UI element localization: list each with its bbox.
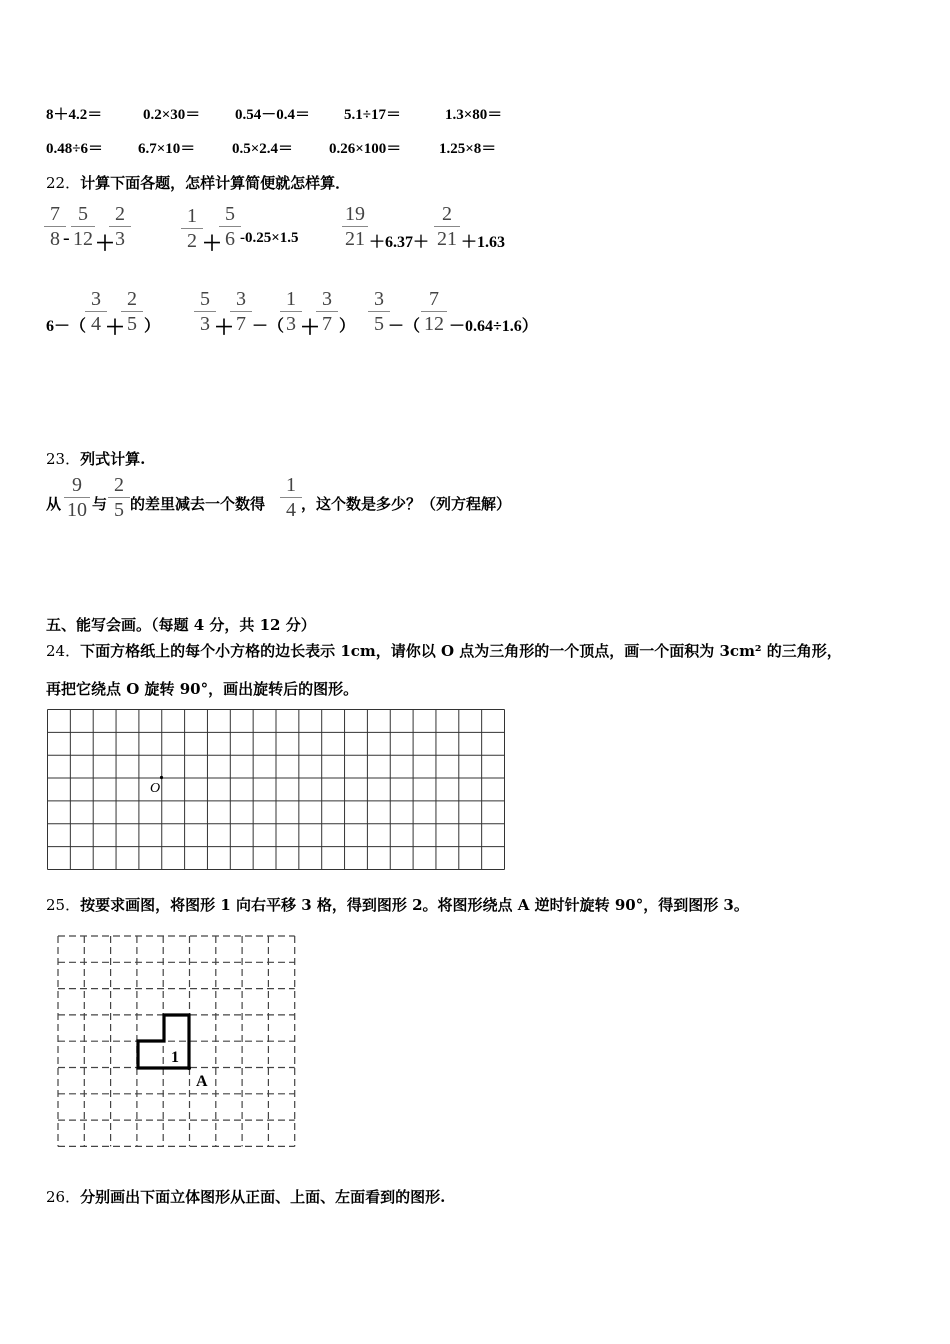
question-number: 26．: [46, 1188, 81, 1206]
fraction: 2 3: [109, 203, 131, 250]
operator: ＋: [300, 317, 320, 339]
point-o: [160, 776, 163, 779]
question-22-title: [46, 172, 350, 193]
question-text: 计算下面各题，怎样计算简便就怎样算．: [80, 174, 351, 192]
question-24-line-1: [46, 640, 842, 661]
oral-item: 0.48÷6＝: [46, 141, 103, 157]
fraction: 1 2: [181, 205, 203, 252]
question-text: 下面方格纸上的每个小方格的边长表示 1cm，请你以 O 点为三角形的一个顶点，画一个面积为 3cm² 的三角形，: [80, 642, 842, 660]
square-grid: [46, 708, 506, 873]
expression-lead: 6－（: [46, 318, 87, 335]
oral-item: 1.3×80＝: [445, 107, 503, 123]
fraction: 19 21: [342, 203, 368, 250]
point-a-label: A: [196, 1073, 208, 1090]
question-text: 按要求画图，将图形 1 向右平移 3 格，得到图形 2。将图形绕点 A 逆时针旋转 90°，得到图形 3。: [80, 896, 749, 914]
fraction: 5 3: [194, 288, 216, 335]
fraction: 3 5: [368, 288, 390, 335]
oral-item: 0.54－0.4＝: [235, 107, 311, 123]
expression-tail: ）: [144, 318, 161, 335]
fraction: 1 4: [280, 474, 302, 521]
oral-item: 0.5×2.4＝: [232, 141, 294, 157]
question-25-text: [46, 894, 749, 915]
oral-item: 0.2×30＝: [143, 107, 201, 123]
oral-item: 1.25×8＝: [439, 141, 497, 157]
operator: ＋: [95, 233, 115, 255]
question-number: 22．: [46, 174, 81, 192]
fraction: 9 10: [64, 474, 90, 521]
question-number: 23．: [46, 450, 81, 468]
question-24-line-2: 再把它绕点 O 旋转 90°，画出旋转后的图形。: [46, 680, 359, 698]
oral-item: 8＋4.2＝: [46, 107, 103, 123]
fraction: 2 5: [121, 288, 143, 335]
fraction: 5 12: [73, 203, 93, 250]
operator: －（: [388, 318, 421, 335]
fraction: 7 12: [421, 288, 447, 335]
operator: -: [63, 227, 70, 249]
shape-1-label: 1: [171, 1049, 179, 1066]
question-text: 列式计算.: [80, 450, 146, 468]
dashed-grid: [50, 928, 310, 1158]
fraction: 5 6: [219, 203, 241, 250]
expression-tail: －0.64÷1.6）: [449, 318, 538, 335]
operator: －（: [252, 318, 285, 335]
operator: ＋: [105, 317, 125, 339]
oral-item: 5.1÷17＝: [344, 107, 401, 123]
oral-item: 0.26×100＝: [329, 141, 402, 157]
fraction: 3 7: [316, 288, 338, 335]
question-text: 分别画出下面立体图形从正面、上面、左面看到的图形.: [80, 1188, 446, 1206]
point-a: [187, 1066, 191, 1070]
fraction: 7 8: [44, 203, 66, 250]
fraction: 1 3: [280, 288, 302, 335]
question-23-title: [46, 448, 145, 469]
expression-middle: ＋6.37＋: [369, 234, 430, 251]
text-segment: ，这个数是多少？（列方程解）: [301, 497, 512, 513]
question-number: 25．: [46, 896, 81, 914]
fraction: 3 7: [230, 288, 252, 335]
text-segment: 从: [46, 497, 62, 513]
text-segment: 的差里减去一个数得: [130, 497, 266, 513]
expression-tail: ）: [339, 318, 356, 335]
oral-item: 6.7×10＝: [138, 141, 196, 157]
expression-tail: ＋1.63: [461, 234, 506, 251]
fraction: 2 5: [108, 474, 130, 521]
fraction: 3 4: [85, 288, 107, 335]
question-26-text: [46, 1186, 445, 1207]
operator: ＋: [214, 317, 234, 339]
operator: ＋: [202, 233, 222, 255]
text-segment: 与: [92, 497, 108, 513]
fraction: 2 21: [434, 203, 460, 250]
expression-tail: -0.25×1.5: [240, 230, 299, 246]
question-number: 24．: [46, 642, 81, 660]
section-5-title: 五、能写会画。（每题 4 分，共 12 分）: [46, 616, 316, 634]
point-o-label: O: [150, 781, 161, 796]
